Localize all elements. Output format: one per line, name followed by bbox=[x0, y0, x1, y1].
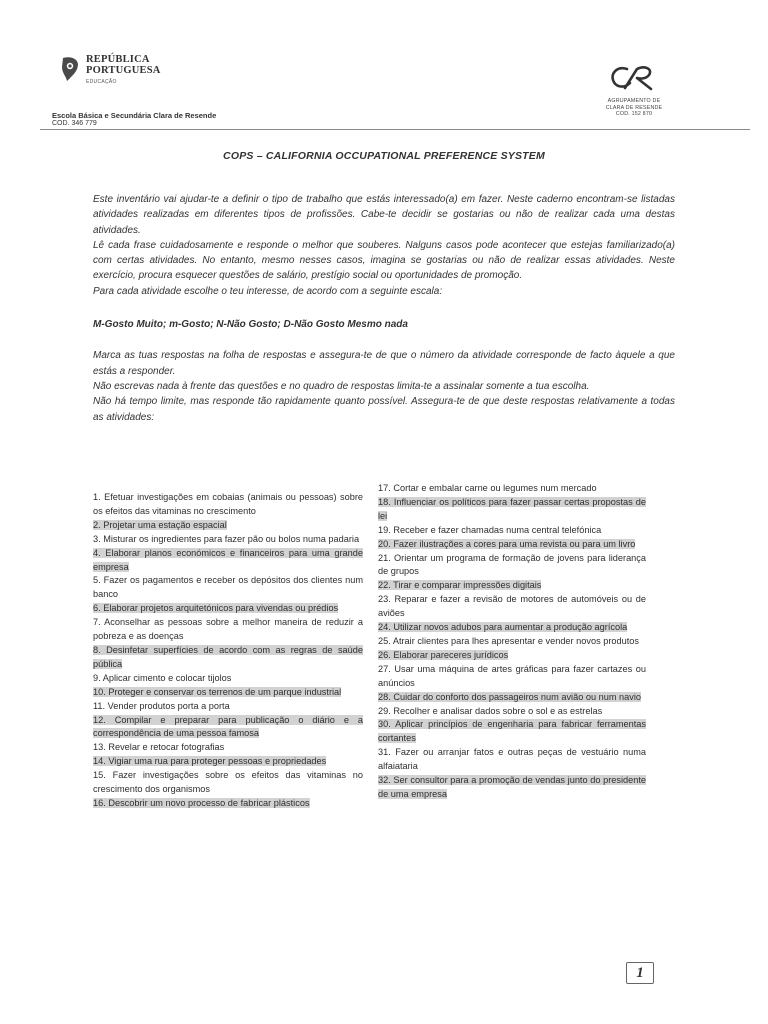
activity-item: 5. Fazer os pagamentos e receber os depósitos dos clientes num banco bbox=[93, 575, 363, 600]
page-number: 1 bbox=[626, 962, 654, 984]
intro-paragraph-3: Para cada atividade escolhe o teu interesse, de acordo com a seguinte escala: bbox=[93, 285, 443, 297]
school-info bbox=[52, 111, 216, 128]
agrupamento-logo bbox=[594, 64, 674, 118]
activity-item: 31. Fazer ou arranjar fatos e outras peças de vestuário numa alfaiataria bbox=[378, 747, 646, 772]
activity-item: 9. Aplicar cimento e colocar tijolos bbox=[93, 672, 232, 683]
gov-logo-sub: EDUCAÇÃO bbox=[86, 79, 117, 85]
activity-item: 3. Misturar os ingredientes para fazer pão ou bolos numa padaria bbox=[93, 533, 360, 544]
activity-item: 13. Revelar e retocar fotografias bbox=[93, 742, 225, 753]
activity-item: 29. Recolher e analisar dados sobre o sol e as estrelas bbox=[378, 705, 603, 716]
activity-item: 32. Ser consultor para a promoção de vendas junto do presidente de uma empresa bbox=[378, 775, 646, 799]
activity-item: 12. Compilar e preparar para publicação o diário e a correspondência de uma pessoa famosa bbox=[93, 714, 363, 739]
intro-paragraph-6: Não há tempo limite, mas responde tão rapidamente quanto possível. Assegura-te de que deste respostas relativamente a todas as atividades: bbox=[93, 396, 675, 423]
activity-item: 6. Elaborar projetos arquitetónicos para vivendas ou prédios bbox=[93, 603, 339, 614]
activity-item: 27. Usar uma máquina de artes gráficas para fazer cartazes ou anúncios bbox=[378, 663, 646, 688]
school-name: Escola Básica e Secundária Clara de Resende bbox=[52, 111, 217, 120]
activity-item: 14. Vigiar uma rua para proteger pessoas e propriedades bbox=[93, 756, 327, 767]
activity-item: 22. Tirar e comparar impressões digitais bbox=[378, 580, 542, 591]
activity-item: 1. Efetuar investigações em cobaias (animais ou pessoas) sobre os efeitos das vitaminas no crescimento bbox=[93, 492, 363, 516]
activity-item: 18. Influenciar os políticos para fazer passar certas propostas de lei bbox=[378, 496, 646, 521]
activity-item: 8. Desinfetar superfícies de acordo com as regras de saúde pública bbox=[93, 644, 363, 669]
activity-item: 20. Fazer ilustrações a cores para uma revista ou para um livro bbox=[378, 538, 636, 549]
agrupamento-line1: AGRUPAMENTO DE bbox=[607, 98, 661, 104]
activity-item: 16. Descobrir um novo processo de fabricar plásticos bbox=[93, 797, 310, 808]
document-title: COPS – CALIFORNIA OCCUPATIONAL PREFERENCE SYSTEM bbox=[223, 150, 545, 162]
response-scale: M-Gosto Muito; m-Gosto; N-Não Gosto; D-Não Gosto Mesmo nada bbox=[93, 319, 408, 331]
gov-logo-line2: PORTUGUESA bbox=[86, 65, 161, 76]
activities-column-left bbox=[93, 491, 363, 811]
activity-item: 11. Vender produtos porta a porta bbox=[93, 700, 230, 711]
activity-item: 2. Projetar uma estação espacial bbox=[93, 519, 227, 530]
instructions bbox=[93, 192, 675, 425]
header-divider bbox=[40, 129, 750, 130]
activities-column-right bbox=[378, 482, 646, 802]
activity-item: 17. Cortar e embalar carne ou legumes num mercado bbox=[378, 483, 597, 493]
gov-logo-line1: REPÚBLICA bbox=[86, 54, 150, 65]
school-code: COD. 346 779 bbox=[52, 120, 97, 127]
activity-item: 4. Elaborar planos económicos e financeiros para uma grande empresa bbox=[93, 547, 363, 572]
cr-monogram-icon bbox=[609, 64, 659, 92]
intro-paragraph-2: Lê cada frase cuidadosamente e responde o melhor que souberes. Nalguns casos pode acontecer que estejas familiarizado(a) com certas atividades. No entanto, mesmo nesses casos, imagina se gostarias ou não de realizar essas atividades. Neste exercício, procura esquecer questões de salário, prestígio social ou oportunidades de promoção. bbox=[93, 239, 675, 282]
activity-item: 26. Elaborar pareceres jurídicos bbox=[378, 649, 509, 660]
activity-item: 19. Receber e fazer chamadas numa central telefónica bbox=[378, 524, 602, 535]
activity-item: 23. Reparar e fazer a revisão de motores de automóveis ou de aviões bbox=[378, 594, 646, 619]
activity-item: 15. Fazer investigações sobre os efeitos das vitaminas no crescimento dos organismos bbox=[93, 770, 363, 795]
activity-item: 7. Aconselhar as pessoas sobre a melhor maneira de reduzir a pobreza e as doenças bbox=[93, 617, 363, 642]
intro-paragraph-1: Este inventário vai ajudar-te a definir o tipo de trabalho que estás interessado(a) em fazer. Neste caderno encontram-se listadas atividades realizadas em diferentes tipos de profissões. Cabe-te decidir se gostarias ou não de realizar cada uma destas atividades. bbox=[93, 194, 675, 236]
activity-item: 24. Utilizar novos adubos para aumentar a produção agrícola bbox=[378, 622, 628, 633]
intro-paragraph-4: Marca as tuas respostas na folha de respostas e assegura-te de que o número da atividade corresponde de facto àquele a que estás a responder. bbox=[93, 350, 675, 377]
agrupamento-code: COD. 152 870 bbox=[615, 111, 653, 117]
activity-item: 21. Orientar um programa de formação de jovens para liderança de grupos bbox=[378, 552, 646, 577]
activity-item: 25. Atrair clientes para lhes apresentar e vender novos produtos bbox=[378, 635, 639, 646]
activity-item: 30. Aplicar princípios de engenharia para fabricar ferramentas cortantes bbox=[378, 719, 646, 744]
agrupamento-line2: CLARA DE RESENDE bbox=[605, 104, 663, 111]
republica-portuguesa-logo bbox=[60, 54, 161, 85]
republic-emblem-icon bbox=[60, 56, 80, 82]
activity-item: 10. Proteger e conservar os terrenos de um parque industrial bbox=[93, 686, 342, 697]
activity-item: 28. Cuidar do conforto dos passageiros num avião ou num navio bbox=[378, 691, 642, 702]
intro-paragraph-5: Não escrevas nada à frente das questões e no quadro de respostas limita-te a assinalar somente a tua escolha. bbox=[93, 380, 590, 392]
